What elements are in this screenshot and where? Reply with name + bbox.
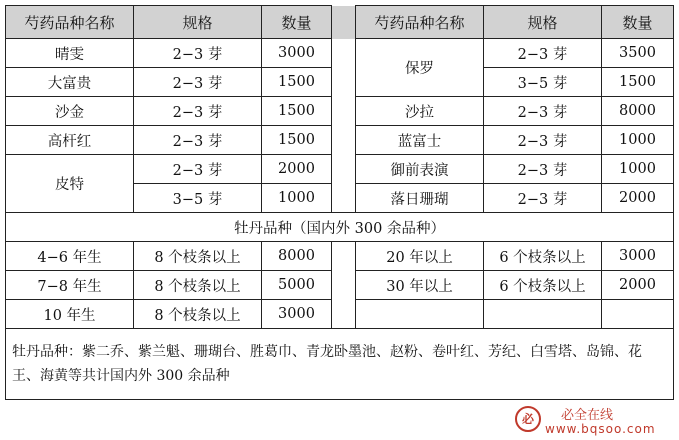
tree-spec: 8 个枝条以上 [134, 300, 262, 329]
tree-qty: 2000 [602, 271, 674, 300]
tree-age [356, 300, 484, 329]
peony-name: 御前表演 [356, 155, 484, 184]
column-gap [332, 39, 356, 213]
peony-spec: 2−3 芽 [484, 97, 602, 126]
header-right-spec: 规格 [484, 6, 602, 39]
header-left-spec: 规格 [134, 6, 262, 39]
flower-inventory-table [5, 5, 674, 400]
header-right-name: 芍药品种名称 [356, 6, 484, 39]
peony-qty: 1500 [602, 68, 674, 97]
column-gap [332, 242, 356, 329]
footer-note: 牡丹品种：紫二乔、紫兰魁、珊瑚台、胜葛巾、青龙卧墨池、赵粉、卷叶红、芳纪、白雪塔、岛锦、花王、海黄等共计国内外 300 余品种 [6, 329, 674, 400]
footer-row [6, 329, 674, 400]
table-row [6, 242, 674, 271]
peony-spec: 2−3 芽 [484, 155, 602, 184]
peony-name: 高杆红 [6, 126, 134, 155]
tree-qty: 3000 [262, 300, 332, 329]
tree-qty [602, 300, 674, 329]
tree-age: 7−8 年生 [6, 271, 134, 300]
section-row [6, 213, 674, 242]
column-gap [332, 6, 356, 39]
peony-name: 沙金 [6, 97, 134, 126]
peony-name: 沙拉 [356, 97, 484, 126]
peony-spec: 3−5 芽 [134, 184, 262, 213]
peony-name: 皮特 [6, 155, 134, 213]
tree-age: 20 年以上 [356, 242, 484, 271]
peony-qty: 1000 [602, 155, 674, 184]
tree-spec: 8 个枝条以上 [134, 242, 262, 271]
peony-qty: 1000 [262, 184, 332, 213]
peony-name: 蓝富士 [356, 126, 484, 155]
tree-spec [484, 300, 602, 329]
header-left-qty: 数量 [262, 6, 332, 39]
peony-spec: 3−5 芽 [484, 68, 602, 97]
peony-qty: 1500 [262, 97, 332, 126]
tree-qty: 5000 [262, 271, 332, 300]
section-title: 牡丹品种（国内外 300 余品种） [6, 213, 674, 242]
watermark-logo-icon: 必 [515, 406, 541, 432]
peony-qty: 1500 [262, 68, 332, 97]
tree-age: 4−6 年生 [6, 242, 134, 271]
peony-name: 保罗 [356, 39, 484, 97]
table-row [6, 39, 674, 68]
tree-spec: 6 个枝条以上 [484, 271, 602, 300]
tree-qty: 3000 [602, 242, 674, 271]
peony-spec: 2−3 芽 [484, 184, 602, 213]
peony-qty: 1500 [262, 126, 332, 155]
site-watermark [515, 402, 675, 438]
header-right-qty: 数量 [602, 6, 674, 39]
tree-qty: 8000 [262, 242, 332, 271]
peony-name: 大富贵 [6, 68, 134, 97]
peony-qty: 1000 [602, 126, 674, 155]
peony-name: 落日珊瑚 [356, 184, 484, 213]
tree-spec: 6 个枝条以上 [484, 242, 602, 271]
peony-spec: 2−3 芽 [134, 126, 262, 155]
watermark-title: 必全在线 [561, 408, 614, 423]
peony-qty: 8000 [602, 97, 674, 126]
peony-spec: 2−3 芽 [134, 39, 262, 68]
peony-spec: 2−3 芽 [134, 68, 262, 97]
header-left-name: 芍药品种名称 [6, 6, 134, 39]
peony-spec: 2−3 芽 [134, 155, 262, 184]
peony-qty: 3500 [602, 39, 674, 68]
peony-spec: 2−3 芽 [134, 97, 262, 126]
peony-qty: 2000 [262, 155, 332, 184]
tree-age: 10 年生 [6, 300, 134, 329]
peony-qty: 2000 [602, 184, 674, 213]
tree-spec: 8 个枝条以上 [134, 271, 262, 300]
header-row [6, 6, 674, 39]
peony-name: 晴雯 [6, 39, 134, 68]
tree-age: 30 年以上 [356, 271, 484, 300]
peony-spec: 2−3 芽 [484, 126, 602, 155]
watermark-url: www.bqsoo.com [545, 422, 656, 436]
peony-qty: 3000 [262, 39, 332, 68]
peony-spec: 2−3 芽 [484, 39, 602, 68]
